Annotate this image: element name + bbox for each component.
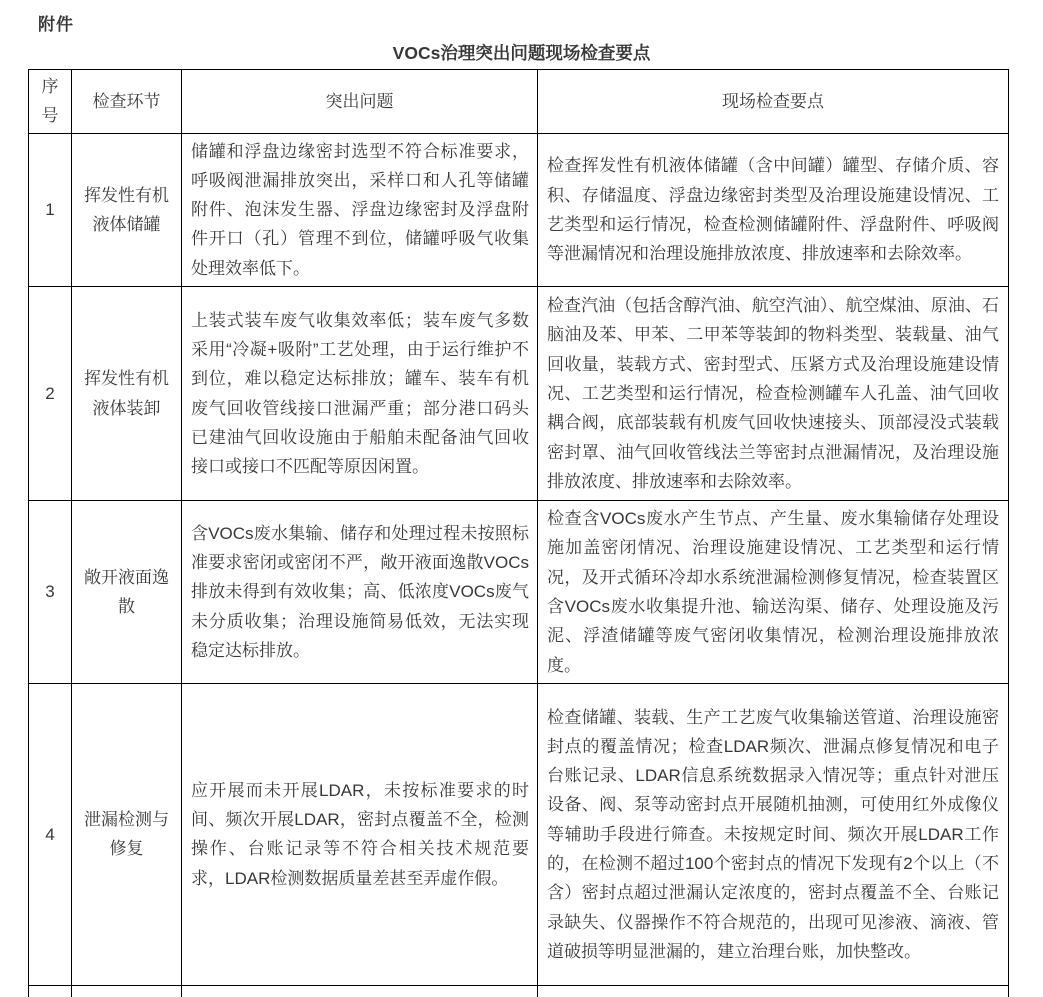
row-stage bbox=[72, 985, 182, 997]
row-problem: 应开展而未开展LDAR，未按标准要求的时间、频次开展LDAR，密封点覆盖不全，检测操作、台账记录等不符合相关技术规范要求，LDAR检测数据质量差甚至弄虚作假。 bbox=[182, 683, 538, 985]
table-header-row bbox=[29, 70, 1009, 134]
row-number bbox=[29, 985, 72, 997]
row-problem: 含VOCs废水集输、储存和处理过程未按照标准要求密闭或密闭不严，敞开液面逸散VOCs排放未得到有效收集；高、低浓度VOCs废气未分质收集；治理设施简易低效，无法实现稳定达标排放。 bbox=[182, 501, 538, 684]
row-points: 检查储罐、装载、生产工艺废气收集输送管道、治理设施密封点的覆盖情况；检查LDAR频次、泄漏点修复情况和电子台账记录、LDAR信息系统数据录入情况等；重点针对泄压设备、阀、泵等动密封点开展随机抽测，可使用红外成像仪等辅助手段进行筛查。未按规定时间、频次开展LDAR工作的，在检测不超过100个密封点的情况下发现有2个以上（不含）密封点超过泄漏认定浓度的，密封点覆盖不全、台账记录缺失、仪器操作不符合规范的，出现可见渗液、滴液、管道破损等明显泄漏的，建立治理台账，加快整改。 bbox=[538, 683, 1009, 985]
row-stage: 挥发性有机液体储罐 bbox=[72, 133, 182, 286]
row-points: 检查汽油（包括含醇汽油、航空汽油）、航空煤油、原油、石脑油及苯、甲苯、二甲苯等装卸的物料类型、装载量、油气回收量，装载方式、密封型式、压紧方式及治理设施建设情况、工艺类型和运行情况，检查检测罐车人孔盖、油气回收耦合阀，底部装载有机废气回收快速接头、顶部浸没式装载密封罩、油气回收管线法兰等密封点泄漏情况，及治理设施排放浓度、排放速率和去除效率。 bbox=[538, 287, 1009, 501]
row-points bbox=[538, 985, 1009, 997]
page-title: VOCs治理突出问题现场检查要点 bbox=[392, 43, 651, 63]
inspection-table bbox=[28, 69, 1009, 997]
header-points: 现场检查要点 bbox=[538, 70, 1009, 134]
attachment-label: 附件 bbox=[38, 15, 74, 34]
row-points: 检查含VOCs废水产生节点、产生量、废水集输储存处理设施加盖密闭情况、治理设施建设情况、工艺类型和运行情况，及开式循环冷却水系统泄漏检测修复情况，检查装置区含VOCs废水收集提升池、输送沟渠、储存、处理设施及污泥、浮渣储罐等废气密闭收集情况，检测治理设施排放浓度。 bbox=[538, 501, 1009, 684]
header-problem: 突出问题 bbox=[182, 70, 538, 134]
row-problem: 上装式装车废气收集效率低；装车废气多数采用“冷凝+吸附”工艺处理，由于运行维护不到位，难以稳定达标排放；罐车、装车有机废气回收管线接口泄漏严重；部分港口码头已建油气回收设施由于船舶未配备油气回收接口或接口不匹配等原因闲置。 bbox=[182, 287, 538, 501]
table-row bbox=[29, 683, 1009, 985]
row-points: 检查挥发性有机液体储罐（含中间罐）罐型、存储介质、容积、存储温度、浮盘边缘密封类型及治理设施建设情况、工艺类型和运行情况，检查检测储罐附件、浮盘附件、呼吸阀等泄漏情况和治理设施排放浓度、排放速率和去除效率。 bbox=[538, 133, 1009, 286]
row-number: 3 bbox=[29, 501, 72, 684]
table-row bbox=[29, 501, 1009, 684]
table-row-partial bbox=[29, 985, 1009, 997]
header-no: 序号 bbox=[29, 70, 72, 134]
row-number: 2 bbox=[29, 287, 72, 501]
row-stage: 敞开液面逸散 bbox=[72, 501, 182, 684]
row-stage: 挥发性有机液体装卸 bbox=[72, 287, 182, 501]
row-stage: 泄漏检测与修复 bbox=[72, 683, 182, 985]
row-problem: 储罐和浮盘边缘密封选型不符合标准要求，呼吸阀泄漏排放突出，采样口和人孔等储罐附件、泡沫发生器、浮盘边缘密封及浮盘附件开口（孔）管理不到位，储罐呼吸气收集处理效率低下。 bbox=[182, 133, 538, 286]
row-number: 1 bbox=[29, 133, 72, 286]
row-problem bbox=[182, 985, 538, 997]
header-stage: 检查环节 bbox=[72, 70, 182, 134]
row-number: 4 bbox=[29, 683, 72, 985]
table-row bbox=[29, 287, 1009, 501]
table-row bbox=[29, 133, 1009, 286]
